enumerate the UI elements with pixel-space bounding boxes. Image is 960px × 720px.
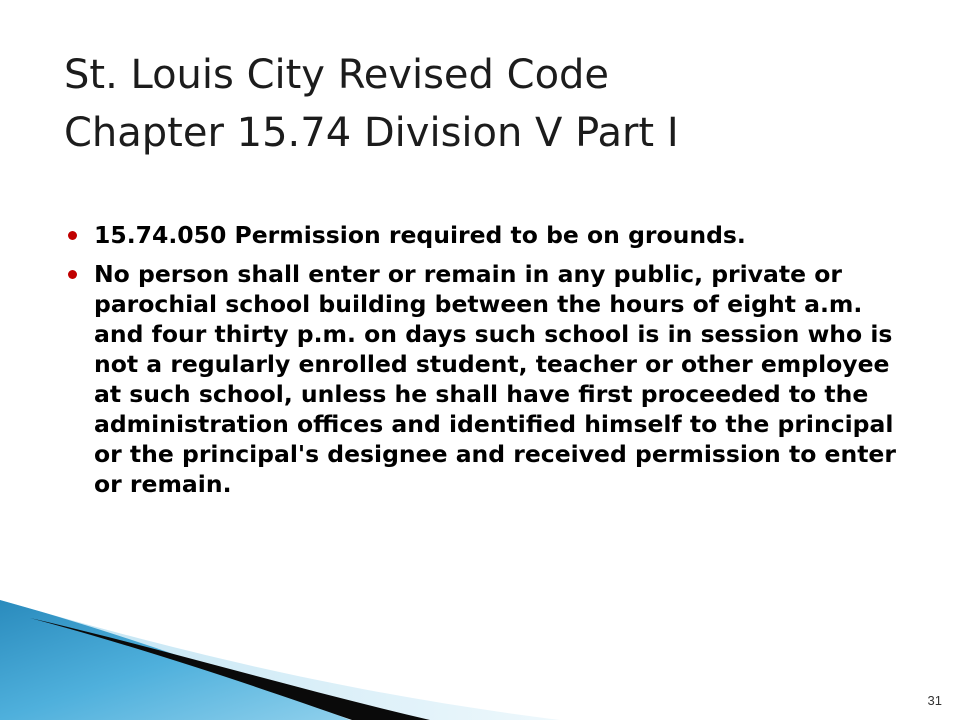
- page-number: 31: [927, 693, 942, 708]
- title-line-1: St. Louis City Revised Code: [64, 52, 610, 98]
- bullet-text: 15.74.050 Permission required to be on grounds.: [94, 221, 746, 249]
- bullet-text: No person shall enter or remain in any public, private or parochial school building between the hours of eight a.m. and four thirty p.m. on days such school is in session who is not a regularly enrolled student, teacher or other employee at such school, unless he shall have first proceeded to the administration offices and identified himself to the principal or the principal's designee and received permission to enter or remain.: [94, 260, 896, 498]
- title-line-2: Chapter 15.74 Division V Part I: [64, 110, 679, 156]
